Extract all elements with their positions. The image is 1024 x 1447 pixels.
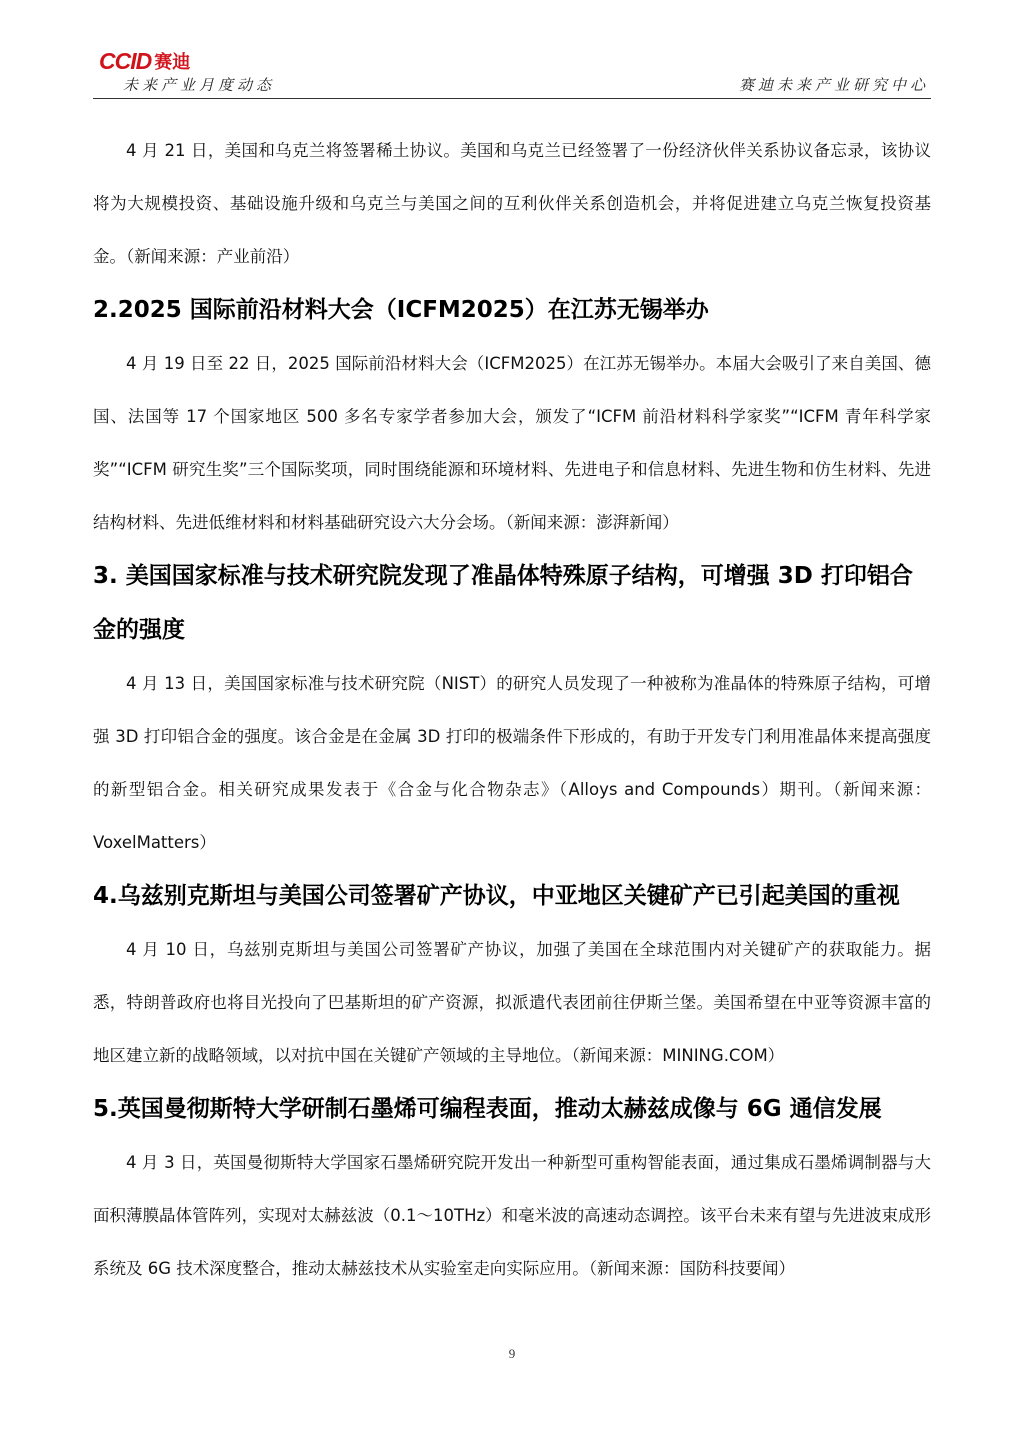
header-divider [93, 98, 931, 99]
news-paragraph-5-text: 4 月 3 日，英国曼彻斯特大学国家石墨烯研究院开发出一种新型可重构智能表面，通过集成石墨烯调制器与大面积薄膜晶体管阵列，实现对太赫兹波（0.1～10THz）和毫米波的高速动态调控。该平台未来有望与先进波束成形系统及 6G 技术深度整合，推动太赫兹技术从实验室走向实际应用。（新闻来源：国防科技要闻） [93, 1153, 931, 1278]
ccid-logo [99, 48, 190, 74]
logo-en-text: CCID [99, 47, 152, 74]
logo-cn-text: 赛迪 [154, 52, 191, 73]
header-left-title: 未来产业月度动态 [123, 76, 276, 94]
news-paragraph-3-text: 4 月 13 日，美国国家标准与技术研究院（NIST）的研究人员发现了一种被称为准晶体的特殊原子结构，可增强 3D 打印铝合金的强度。该合金是在金属 3D 打印的极端条件下形成的，有助于开发专门利用准晶体来提高强度的新型铝合金。相关研究成果发表于《合金与化合物杂志》（Alloys and Compounds）期刊。（新闻来源：VoxelMatters） [93, 674, 931, 852]
news-heading-5: 5.英国曼彻斯特大学研制石墨烯可编程表面，推动太赫兹成像与 6G 通信发展 [93, 1096, 882, 1122]
news-paragraph-1 [93, 124, 931, 283]
news-paragraph-5 [93, 1136, 931, 1295]
page-number: 9 [508, 1346, 516, 1361]
page-header [93, 48, 931, 100]
news-paragraph-4-text: 4 月 10 日，乌兹别克斯坦与美国公司签署矿产协议，加强了美国在全球范围内对关键矿产的获取能力。据悉，特朗普政府也将目光投向了巴基斯坦的矿产资源，拟派遣代表团前往伊斯兰堡。美国希望在中亚等资源丰富的地区建立新的战略领域，以对抗中国在关键矿产领域的主导地位。（新闻来源：MINING.COM） [93, 940, 931, 1065]
news-heading-4: 4.乌兹别克斯坦与美国公司签署矿产协议，中亚地区关键矿产已引起美国的重视 [93, 883, 900, 909]
article-body [93, 124, 931, 1295]
news-paragraph-1-text: 4 月 21 日，美国和乌克兰将签署稀土协议。美国和乌克兰已经签署了一份经济伙伴关系协议备忘录，该协议将为大规模投资、基础设施升级和乌克兰与美国之间的互利伙伴关系创造机会，并将促进建立乌克兰恢复投资基金。（新闻来源：产业前沿） [93, 141, 931, 266]
news-heading-2: 2.2025 国际前沿材料大会（ICFM2025）在江苏无锡举办 [93, 297, 709, 323]
news-paragraph-3 [93, 657, 931, 869]
news-heading-3: 3. 美国国家标准与技术研究院发现了准晶体特殊原子结构，可增强 3D 打印铝合金的强度 [93, 563, 913, 643]
news-paragraph-4 [93, 923, 931, 1082]
news-paragraph-2-text: 4 月 19 日至 22 日，2025 国际前沿材料大会（ICFM2025）在江苏无锡举办。本届大会吸引了来自美国、德国、法国等 17 个国家地区 500 多名专家学者参加大会，颁发了“ICFM 前沿材料科学家奖”“ICFM 青年科学家奖”“ICFM 研究生奖”三个国际奖项，同时围绕能源和环境材料、先进电子和信息材料、先进生物和仿生材料、先进结构材料、先进低维材料和材料基础研究设六大分会场。（新闻来源：澎湃新闻） [93, 354, 931, 532]
header-right-title: 赛迪未来产业研究中心 [738, 76, 929, 94]
news-paragraph-2 [93, 337, 931, 549]
